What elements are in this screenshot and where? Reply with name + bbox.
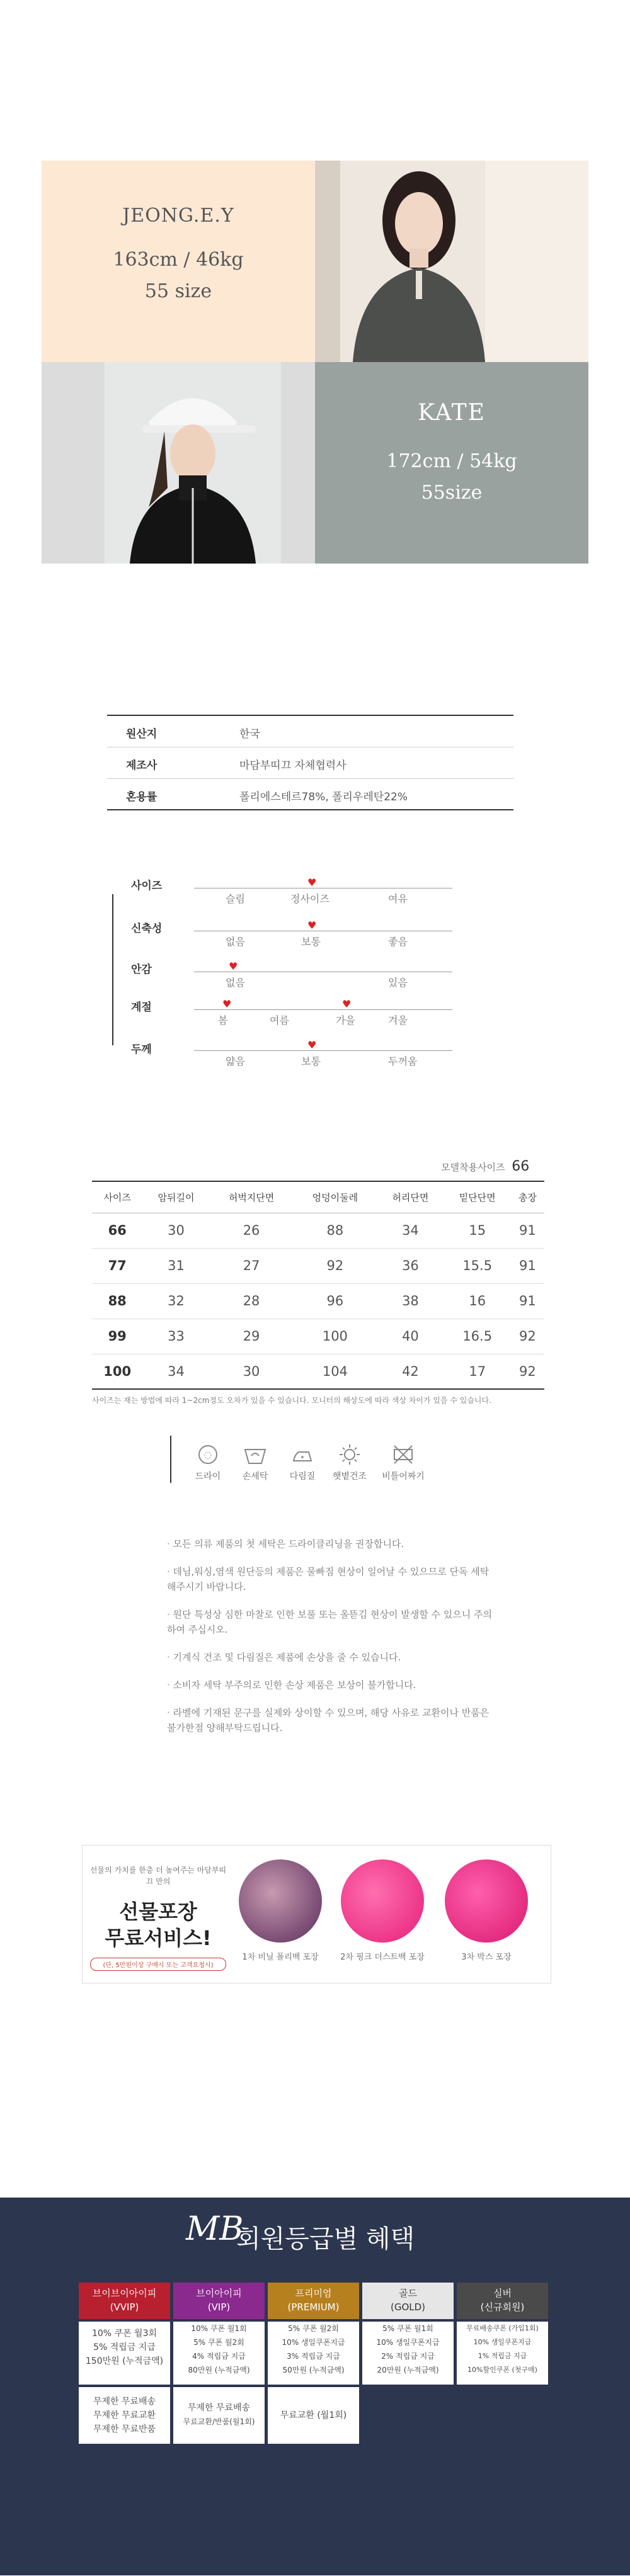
- model1-panel: [42, 161, 315, 362]
- note-text: 라벨에 기재된 문구를 실제와 상이할 수 있으며, 해당 사유로 교환이나 반품은 불가한점 양해부탁드립니다.: [167, 1707, 490, 1733]
- tier-premium-head: [268, 2283, 359, 2319]
- fit-feel-chart: [112, 869, 452, 1070]
- tier-sub: (GOLD): [390, 2301, 426, 2313]
- svg-text:◌: ◌: [203, 1450, 212, 1460]
- heart-marker-icon: ♥: [307, 877, 317, 888]
- heart-marker-icon: ♥: [342, 998, 352, 1010]
- box-image: [445, 1859, 528, 1943]
- extra-benefit: 무료교환 (월1회): [280, 2410, 347, 2420]
- size-cell: 30: [210, 1354, 294, 1389]
- size-cell: 104: [293, 1354, 377, 1389]
- note-item: · 라벨에 기재된 문구를 실제와 상이할 수 있으며, 해당 사유로 교환이나 반품은 불가한점 양해부탁드립니다.: [167, 1707, 490, 1733]
- heart-marker-icon: ♥: [307, 1039, 317, 1051]
- size-header-cell: 사이즈: [92, 1181, 142, 1213]
- size-cell: 91: [511, 1248, 544, 1283]
- care-icons: [189, 1442, 454, 1492]
- feel-option: 봄: [218, 1014, 228, 1026]
- size-cell: 15.5: [444, 1248, 511, 1283]
- model2-panel: [315, 362, 588, 564]
- gift-title-2: 무료서비스!: [105, 1926, 212, 1950]
- dry-clean-icon: [189, 1442, 227, 1482]
- benefit: 20만원 (누적금액): [377, 2366, 439, 2375]
- size-cell: 88: [92, 1283, 142, 1319]
- tier-sub: (VVIP): [110, 2301, 139, 2313]
- size-header-cell: 암뒤길이: [142, 1181, 209, 1213]
- feel-option: 슬림: [226, 893, 245, 905]
- size-cell: 91: [511, 1283, 544, 1319]
- size-cell: 88: [293, 1213, 377, 1248]
- benefit: 2% 적립금 지급: [381, 2352, 435, 2361]
- model2-size: 55size: [421, 482, 483, 504]
- tier-vvip-head: [79, 2283, 170, 2319]
- tier-premium-extra: [268, 2387, 359, 2444]
- care-label: 손세탁: [242, 1472, 268, 1482]
- size-table-header: [92, 1181, 544, 1213]
- tier-sub: (PREMIUM): [287, 2301, 340, 2313]
- benefit: 5% 쿠폰 월1회: [382, 2324, 433, 2333]
- size-cell: 91: [511, 1213, 544, 1248]
- no-wring-icon: [381, 1442, 425, 1482]
- benefit: 10% 쿠폰 월1회: [191, 2324, 247, 2333]
- note-text: 데님,워싱,염색 원단등의 제품은 물빠짐 현상이 일어날 수 있으므로 단독 세탁 해주시기 바랍니다.: [167, 1566, 490, 1592]
- benefit: 1% 적립금 지급: [478, 2352, 527, 2360]
- gift-option-text: 비닐 폴리백 포장: [258, 1953, 319, 1962]
- tier-vvip-benefits: [79, 2322, 170, 2385]
- benefit: 80만원 (누적금액): [188, 2366, 250, 2375]
- feel-label-stretch: 신축성: [131, 922, 163, 935]
- size-cell: 66: [92, 1213, 142, 1248]
- tier-silver-head: [457, 2283, 548, 2319]
- extra-benefit: 무제한 무료배송: [93, 2397, 156, 2407]
- tier-name: 브이브이아이피: [92, 2288, 157, 2299]
- gift-option-label: [226, 1950, 335, 1962]
- size-cell: 17: [444, 1354, 511, 1389]
- benefit: 50만원 (누적금액): [282, 2366, 345, 2375]
- size-cell: 100: [92, 1354, 142, 1389]
- size-cell: 42: [377, 1354, 444, 1389]
- extra-benefit: 무료교환/반품(월1회): [183, 2417, 255, 2426]
- feel-vertical-line: [112, 894, 113, 1045]
- size-note: 사이즈는 재는 방법에 따라 1~2cm정도 오차가 있을 수 있습니다. 모니터의 해상도에 따라 색상 차이가 있을 수 있습니다.: [92, 1396, 491, 1405]
- tier-name: 실버: [493, 2288, 512, 2299]
- size-cell: 36: [377, 1248, 444, 1283]
- size-cell: 26: [210, 1213, 294, 1248]
- note-item: · 모든 의류 제품의 첫 세탁은 드라이클리닝을 권장합니다.: [167, 1538, 404, 1550]
- info-label: 제조사: [126, 759, 158, 772]
- tier-name: 프리미엄: [295, 2288, 332, 2299]
- model1-name: JEONG.E.Y: [122, 205, 234, 227]
- size-cell: 16: [444, 1283, 511, 1319]
- note-item: · 기계식 건조 및 다림질은 제품에 손상을 줄 수 있습니다.: [167, 1652, 401, 1663]
- size-header-cell: 허벅지단면: [210, 1181, 294, 1213]
- note-text: 기계식 건조 및 다림질은 제품에 손상을 줄 수 있습니다.: [173, 1652, 401, 1663]
- model-info-block: [42, 161, 588, 564]
- model1-photo: [315, 161, 485, 362]
- iron-icon: [284, 1442, 321, 1482]
- info-row: [107, 716, 513, 747]
- membership-section: [0, 2198, 630, 2575]
- table-row: [92, 1248, 544, 1283]
- care-notes: [167, 1536, 507, 1735]
- size-cell: 34: [377, 1213, 444, 1248]
- tier-premium-benefits: [268, 2322, 359, 2385]
- heart-marker-icon: ♥: [222, 998, 232, 1010]
- info-label: 혼용률: [126, 791, 158, 803]
- gift-option-label: [328, 1950, 437, 1962]
- poly-bag-image: [239, 1859, 322, 1943]
- membership-title: 회원등급별 혜택: [236, 2225, 415, 2254]
- tier-sub: (VIP): [207, 2301, 231, 2313]
- model2-photo: [105, 362, 281, 564]
- feel-option: 없음: [226, 977, 245, 989]
- table-row: [92, 1319, 544, 1354]
- pink-dustbag-image: [341, 1859, 424, 1943]
- note-text: 원단 특성상 심한 마찰로 인한 보풀 또는 올뜯김 현상이 발생할 수 있으니 주의하여 주십시오.: [167, 1609, 492, 1635]
- info-row: [107, 747, 513, 779]
- info-row: [107, 779, 513, 810]
- size-cell: 28: [210, 1283, 294, 1319]
- size-header-cell: 허리단면: [377, 1181, 444, 1213]
- table-row: [92, 1283, 544, 1319]
- table-row: [92, 1213, 544, 1248]
- benefit: 10% 생일쿠폰지급: [376, 2338, 440, 2347]
- tier-vip-head: [173, 2283, 265, 2319]
- info-label: 원산지: [126, 728, 158, 740]
- note-item: · 원단 특성상 심한 마찰로 인한 보풀 또는 올뜯김 현상이 발생할 수 있으니 주의하여 주십시오.: [167, 1609, 492, 1635]
- feel-line: [194, 1009, 452, 1010]
- gift-option-num: 2차: [340, 1953, 353, 1962]
- model1-measure: 163cm / 46kg: [113, 249, 244, 271]
- feel-option: 있음: [388, 977, 408, 989]
- benefit: 5% 쿠폰 월2회: [193, 2338, 244, 2347]
- size-cell: 27: [210, 1248, 294, 1283]
- size-cell: 29: [210, 1319, 294, 1354]
- gift-option-2: [341, 1859, 437, 1962]
- size-header-cell: 밑단단면: [444, 1181, 511, 1213]
- tier-silver-benefits: [457, 2322, 548, 2385]
- heart-marker-icon: ♥: [229, 960, 238, 972]
- model1-size: 55 size: [144, 280, 212, 302]
- benefit: 10% 쿠폰 월3회: [91, 2329, 158, 2339]
- note-item: · 데님,워싱,염색 원단등의 제품은 물빠짐 현상이 일어날 수 있으므로 단독 세탁 해주시기 바랍니다.: [167, 1566, 490, 1592]
- gift-title-1: 선물포장: [119, 1900, 197, 1924]
- tier-gold-benefits: [362, 2322, 454, 2385]
- benefit: 10% 생일쿠폰지급: [473, 2338, 532, 2346]
- tier-gold-head: [362, 2283, 454, 2319]
- feel-label-lining: 안감: [131, 963, 152, 976]
- feel-option: 두꺼움: [388, 1055, 418, 1067]
- size-cell: 30: [142, 1213, 209, 1248]
- gift-badge: (단, 5만원이상 구매시 또는 고객요청시): [90, 1958, 226, 1971]
- size-cell: 31: [142, 1248, 209, 1283]
- size-cell: 92: [511, 1354, 544, 1389]
- benefit: 10%할인쿠폰 (첫구매): [467, 2366, 537, 2374]
- benefit: 5% 쿠폰 월2회: [288, 2324, 339, 2333]
- feel-label-season: 계절: [131, 1001, 152, 1014]
- tier-name: 브이아이피: [196, 2288, 242, 2299]
- mb-logo: MB: [186, 2210, 244, 2248]
- size-cell: 33: [142, 1319, 209, 1354]
- benefit: 5% 적립금 지급: [93, 2342, 156, 2352]
- size-cell: 92: [293, 1248, 377, 1283]
- gift-option-num: 3차: [461, 1953, 475, 1962]
- model2-name: KATE: [418, 400, 486, 426]
- tier-vip-extra: [173, 2387, 265, 2444]
- gift-option-text: 핑크 더스트백 포장: [356, 1953, 425, 1962]
- hand-wash-icon: [236, 1442, 274, 1482]
- care-label: 비틀어짜기: [382, 1472, 425, 1482]
- gift-small-text: 선물의 가치를 한층 더 높여주는 마담부띠끄 만의: [89, 1866, 227, 1886]
- care-label: 다림질: [289, 1472, 316, 1482]
- gift-option-3: [445, 1859, 541, 1962]
- feel-option: 겨울: [388, 1014, 408, 1026]
- size-cell: 38: [377, 1283, 444, 1319]
- size-header-cell: 총장: [511, 1181, 544, 1213]
- info-value: 폴리에스테르78%, 폴리우레탄22%: [239, 791, 408, 803]
- benefit: 무료배송쿠폰 (가입1회): [466, 2324, 539, 2332]
- size-header-cell: 엉덩이둘레: [293, 1181, 377, 1213]
- membership-header: [186, 2210, 444, 2254]
- model-size-value: 66: [512, 1159, 530, 1174]
- gift-option-text: 박스 포장: [477, 1953, 512, 1962]
- benefit: 150만원 (누적금액): [85, 2356, 164, 2366]
- size-cell: 96: [293, 1283, 377, 1319]
- feel-label-size: 사이즈: [131, 880, 163, 892]
- size-cell: 77: [92, 1248, 142, 1283]
- gift-option-label: [432, 1950, 541, 1962]
- size-cell: 100: [293, 1319, 377, 1354]
- care-label: 햇볕건조: [332, 1472, 367, 1482]
- size-cell: 99: [92, 1319, 142, 1354]
- product-info-table: [107, 715, 513, 810]
- extra-benefit: 무제한 무료배송: [187, 2403, 251, 2413]
- size-cell: 32: [142, 1283, 209, 1319]
- feel-option: 여유: [388, 893, 408, 905]
- feel-option: 좋음: [388, 936, 408, 948]
- info-value: 마담부띠끄 자체협력사: [239, 759, 346, 772]
- model-size-label: 모델착용사이즈: [441, 1162, 505, 1173]
- note-item: · 소비자 세탁 부주의로 인한 손상 제품은 보상이 불가합니다.: [167, 1679, 416, 1691]
- benefit: 10% 생일쿠폰지급: [282, 2338, 345, 2347]
- heart-marker-icon: ♥: [307, 919, 317, 931]
- model-size-caption: [441, 1159, 529, 1174]
- feel-line: [194, 1050, 452, 1051]
- extra-benefit: 무제한 무료반품: [93, 2424, 156, 2434]
- feel-option: 정사이즈: [290, 893, 329, 905]
- gift-wrap-banner: [82, 1845, 551, 1983]
- tier-sub: (신규회원): [480, 2301, 525, 2313]
- tier-vvip-extra: [79, 2387, 170, 2444]
- size-cell: 40: [377, 1319, 444, 1354]
- benefit: 3% 적립금 지급: [287, 2352, 340, 2361]
- benefit: 4% 적립금 지급: [192, 2352, 246, 2361]
- feel-option: 보통: [301, 936, 321, 948]
- table-row: [92, 1354, 544, 1389]
- size-cell: 16.5: [444, 1319, 511, 1354]
- size-cell: 34: [142, 1354, 209, 1389]
- feel-label-thickness: 두께: [131, 1043, 152, 1056]
- size-cell: 15: [444, 1213, 511, 1248]
- extra-benefit: 무제한 무료교환: [93, 2410, 156, 2420]
- tier-name: 골드: [399, 2288, 417, 2299]
- feel-option: 보통: [301, 1055, 321, 1067]
- info-value: 한국: [239, 728, 260, 740]
- care-label: 드라이: [195, 1472, 221, 1482]
- feel-option: 얇음: [226, 1055, 245, 1067]
- gift-option-num: 1차: [242, 1953, 256, 1962]
- tier-vip-benefits: [173, 2322, 265, 2385]
- size-table: [92, 1181, 544, 1390]
- feel-option: 여름: [270, 1014, 289, 1026]
- gift-option-1: [239, 1859, 335, 1962]
- note-text: 모든 의류 제품의 첫 세탁은 드라이클리닝을 권장합니다.: [173, 1538, 404, 1550]
- size-cell: 92: [511, 1319, 544, 1354]
- note-text: 소비자 세탁 부주의로 인한 손상 제품은 보상이 불가합니다.: [173, 1679, 416, 1691]
- sun-dry-icon: [331, 1442, 369, 1482]
- care-divider: [170, 1436, 171, 1483]
- feel-option: 없음: [226, 936, 245, 948]
- model2-measure: 172cm / 54kg: [386, 450, 517, 472]
- feel-option: 가을: [336, 1014, 355, 1026]
